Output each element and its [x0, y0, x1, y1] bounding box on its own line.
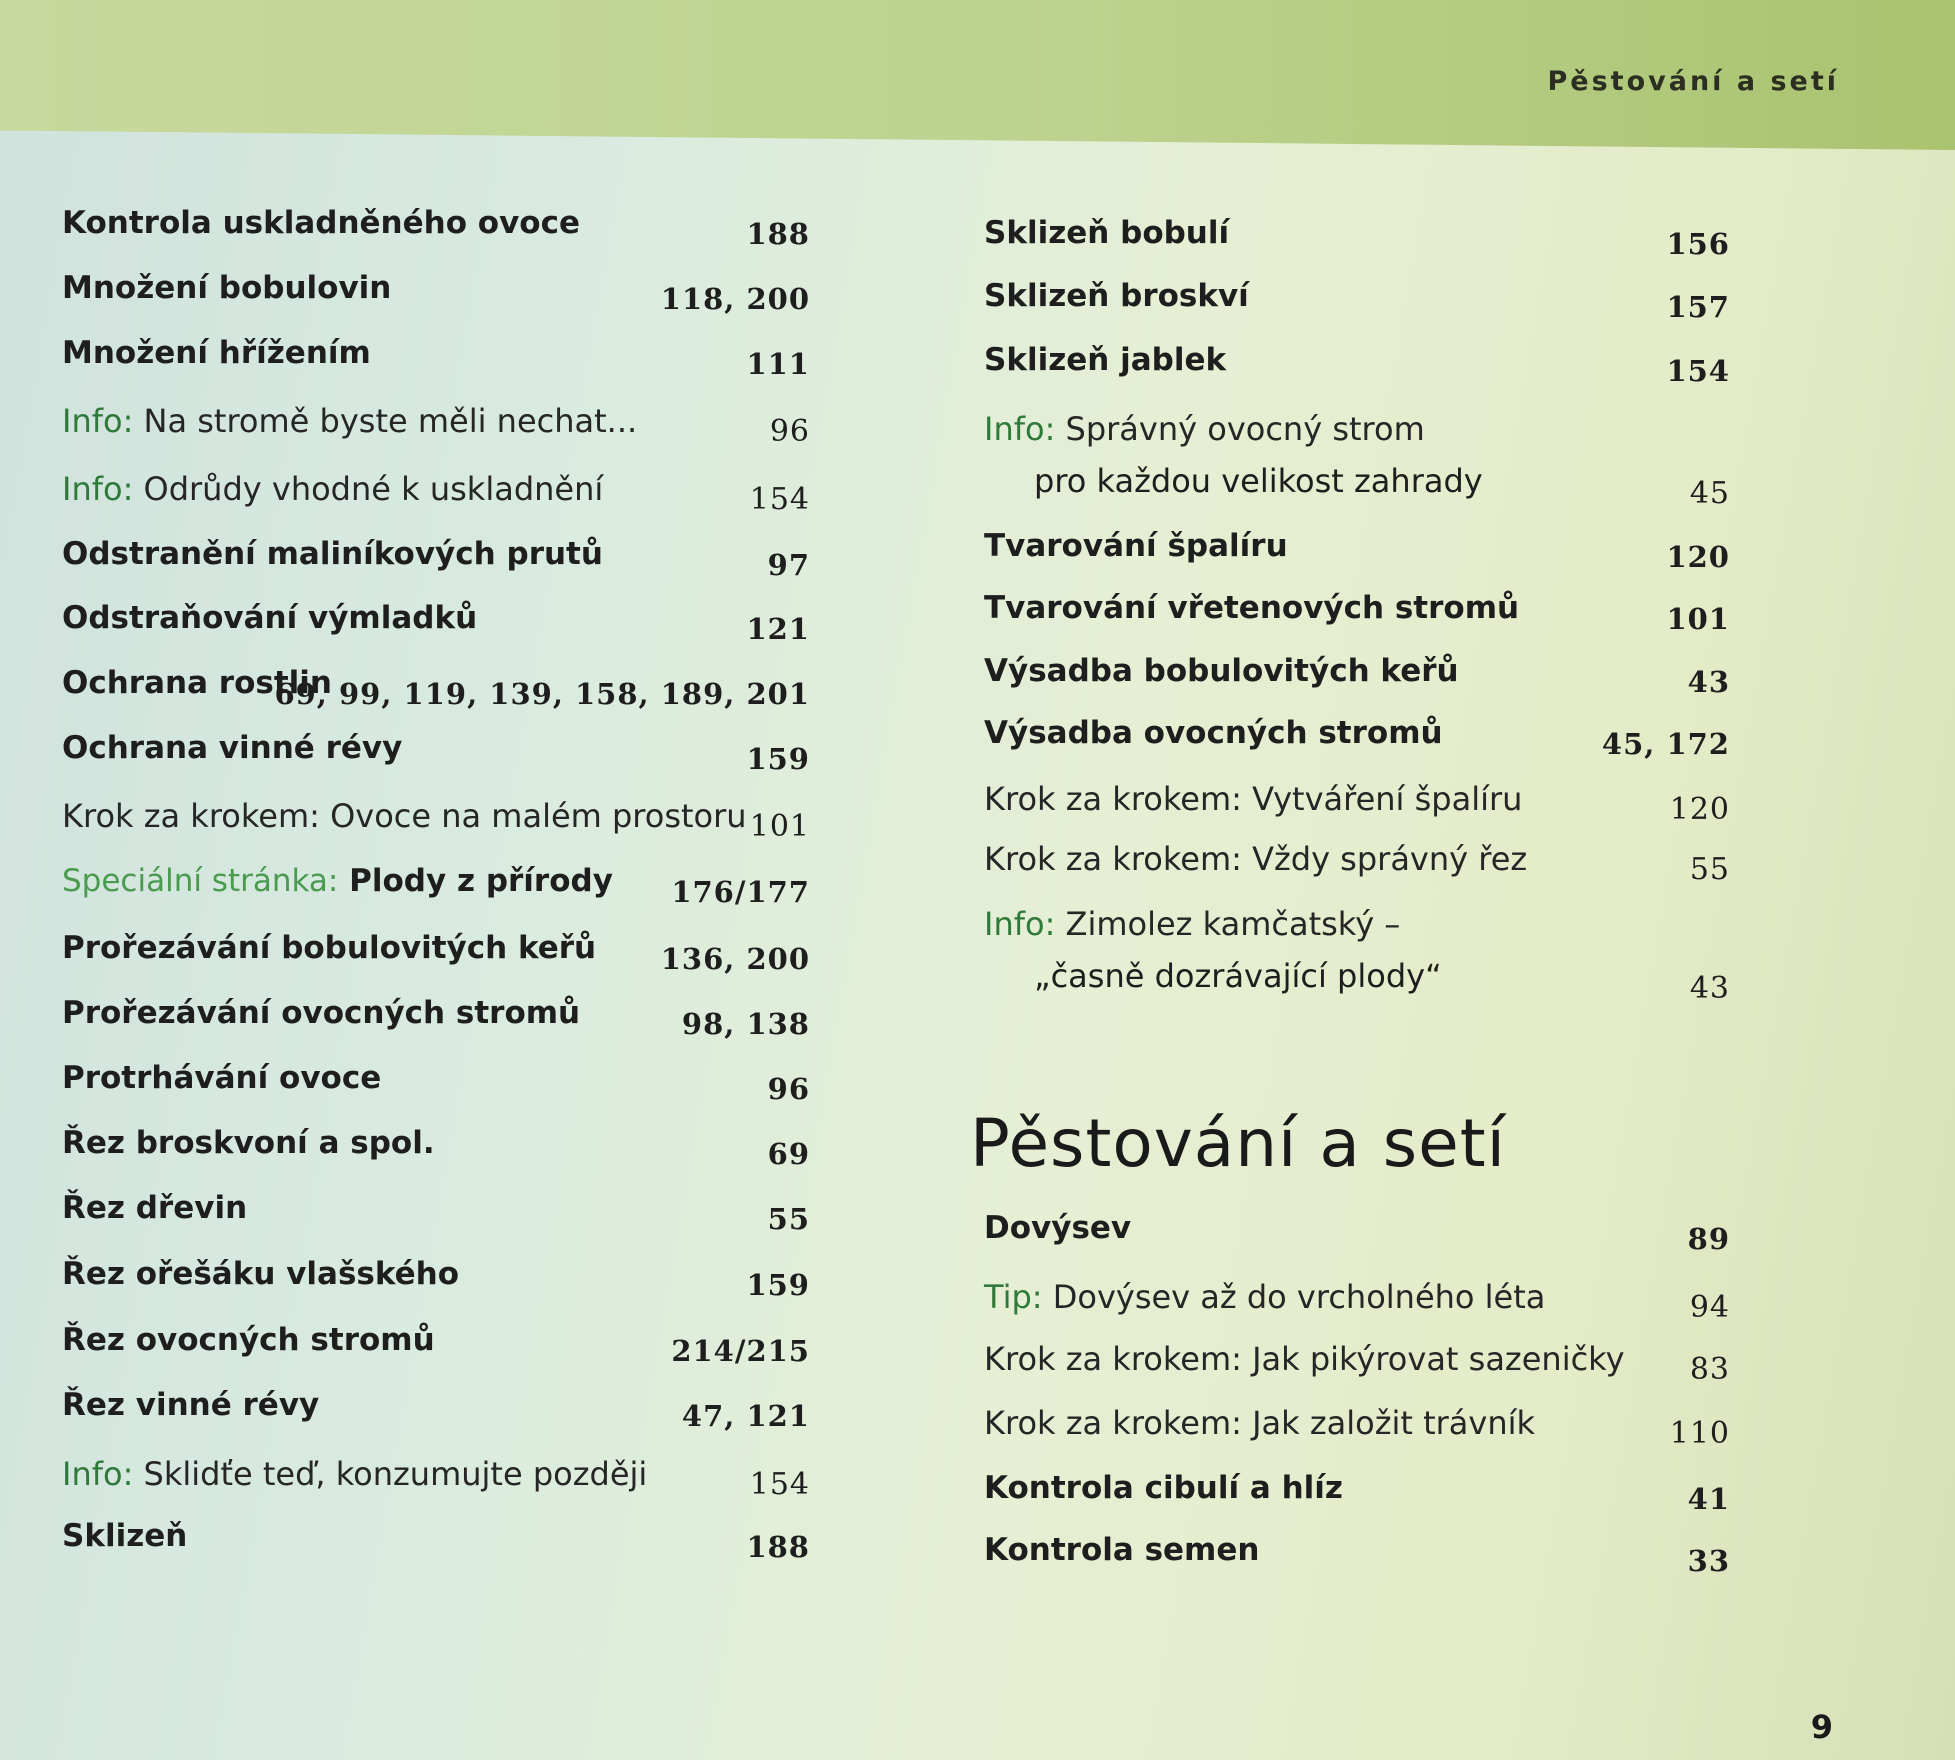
entry-title — [62, 600, 477, 636]
entry-page-reference: 159 — [746, 1268, 810, 1302]
entry-text: Prořezávání ovocných stromů — [62, 995, 581, 1031]
entry-text: Na stromě byste měli nechat... — [143, 402, 638, 440]
entry-text: Kontrola uskladněného ovoce — [62, 205, 581, 241]
entry-page-reference: 94 — [1689, 1290, 1730, 1325]
entry-title — [62, 1455, 647, 1493]
entry-prefix: Info: — [984, 410, 1056, 448]
index-entry — [48, 1322, 810, 1378]
entry-text: Tvarování vřetenových stromů — [984, 590, 1520, 626]
entry-page-reference: 120 — [1669, 792, 1730, 827]
entry-page-reference: 176/177 — [671, 875, 810, 909]
entry-text: Krok za krokem: Jak pikýrovat sazeničky — [984, 1340, 1625, 1378]
entry-text-continued: pro každou velikost zahrady — [1034, 462, 1483, 500]
entry-text: Protrhávání ovoce — [62, 1060, 382, 1096]
entry-title — [984, 1210, 1131, 1246]
index-entry — [970, 1210, 1730, 1266]
index-entry — [48, 205, 810, 261]
entry-page-reference: 41 — [1687, 1482, 1730, 1516]
index-entry — [48, 863, 810, 919]
index-entry — [970, 1470, 1730, 1526]
entry-text: Odstranění maliníkových prutů — [62, 536, 603, 572]
index-entry — [48, 1060, 810, 1116]
entry-text: Kontrola semen — [984, 1532, 1260, 1568]
index-entry — [970, 1340, 1730, 1396]
entry-title — [984, 905, 1400, 943]
entry-title — [984, 1278, 1545, 1316]
index-entry — [48, 335, 810, 391]
entry-page-reference: 188 — [746, 217, 810, 251]
page-number: 9 — [1810, 1708, 1833, 1746]
entry-text: Sklizeň broskví — [984, 278, 1249, 314]
entry-text: Sklidťe teď, konzumujte později — [143, 1455, 648, 1493]
index-entry — [970, 590, 1730, 646]
entry-title — [984, 840, 1527, 878]
entry-prefix: Info: — [984, 905, 1056, 943]
entry-title — [62, 797, 747, 835]
entry-title — [984, 410, 1425, 448]
entry-text: Sklizeň jablek — [984, 342, 1227, 378]
entry-title — [62, 1190, 247, 1226]
running-head: Pěstování a setí — [1547, 66, 1839, 97]
entry-page-reference: 45 — [1689, 476, 1730, 511]
entry-prefix: Tip: — [984, 1278, 1043, 1316]
entry-page-reference: 120 — [1666, 540, 1730, 574]
entry-page-reference: 96 — [769, 414, 810, 449]
entry-page-reference: 98, 138 — [681, 1007, 810, 1041]
entry-title — [984, 715, 1443, 751]
index-entry — [48, 1455, 810, 1511]
entry-text: Řez dřevin — [62, 1190, 248, 1226]
entry-page-reference: 55 — [1689, 852, 1730, 887]
index-entry — [970, 1278, 1730, 1334]
index-entry — [970, 342, 1730, 398]
entry-title — [62, 1256, 459, 1292]
entry-title — [62, 1060, 381, 1096]
entry-page-reference: 110 — [1669, 1416, 1730, 1451]
entry-page-reference: 111 — [746, 347, 810, 381]
entry-text: Krok za krokem: Jak založit trávník — [984, 1404, 1536, 1442]
entry-page-reference: 101 — [749, 809, 810, 844]
index-entry — [970, 528, 1730, 584]
entry-title — [62, 863, 613, 899]
index-entry — [970, 1532, 1730, 1588]
index-entry — [970, 215, 1730, 271]
entry-page-reference: 188 — [746, 1530, 810, 1564]
entry-title — [62, 205, 580, 241]
entry-text: Sklizeň — [62, 1518, 188, 1554]
entry-title — [984, 1532, 1259, 1568]
entry-page-reference: 157 — [1666, 290, 1730, 324]
entry-title — [984, 780, 1522, 818]
index-entry — [48, 402, 810, 458]
entry-title — [62, 1322, 435, 1358]
entry-page-reference: 156 — [1666, 227, 1730, 261]
entry-page-reference: 121 — [746, 612, 810, 646]
entry-page-reference: 69, 99, 119, 139, 158, 189, 201 — [274, 677, 810, 711]
entry-title — [62, 335, 371, 371]
entry-text: Řez vinné révy — [62, 1387, 320, 1423]
entry-text: Řez ovocných stromů — [62, 1322, 435, 1358]
index-entry — [48, 600, 810, 656]
index-entry — [970, 1404, 1730, 1460]
entry-page-reference: 159 — [746, 742, 810, 776]
entry-prefix: Info: — [62, 470, 134, 508]
entry-title — [62, 930, 596, 966]
index-entry — [970, 905, 1730, 1015]
entry-text: Odstraňování výmladků — [62, 600, 478, 636]
entry-title — [62, 270, 391, 306]
entry-text: Řez broskvoní a spol. — [62, 1125, 435, 1161]
index-entry — [48, 797, 810, 853]
index-entry — [48, 1125, 810, 1181]
index-entry — [48, 1190, 810, 1246]
entry-title — [62, 730, 402, 766]
entry-text: Krok za krokem: Vytváření špalíru — [984, 780, 1523, 818]
entry-text: Prořezávání bobulovitých keřů — [62, 930, 597, 966]
entry-page-reference: 45, 172 — [1601, 727, 1730, 761]
entry-title — [984, 215, 1229, 251]
entry-prefix: Speciální stránka: — [62, 863, 339, 899]
entry-text: Množení bobulovin — [62, 270, 392, 306]
entry-title — [62, 1518, 187, 1554]
entry-text: Plody z přírody — [349, 863, 613, 899]
entry-text-continued: „časně dozrávající plody“ — [1034, 957, 1442, 995]
entry-title — [62, 402, 637, 440]
entry-title — [984, 653, 1459, 689]
index-entry — [970, 780, 1730, 836]
entry-page-reference: 43 — [1689, 971, 1730, 1006]
entry-text: Ochrana rostlin — [62, 665, 332, 701]
entry-page-reference: 136, 200 — [660, 942, 810, 976]
entry-title — [984, 590, 1519, 626]
entry-page-reference: 154 — [749, 482, 810, 517]
entry-page-reference: 118, 200 — [660, 282, 810, 316]
index-entry — [970, 715, 1730, 771]
entry-page-reference: 89 — [1687, 1222, 1730, 1256]
index-entry — [48, 1387, 810, 1443]
index-entry — [970, 410, 1730, 520]
entry-title — [984, 1404, 1535, 1442]
index-entry — [970, 653, 1730, 709]
entry-text: Dovýsev — [984, 1210, 1132, 1246]
index-entry — [48, 730, 810, 786]
index-entry — [970, 278, 1730, 334]
entry-title — [62, 1125, 435, 1161]
index-entry — [48, 1256, 810, 1312]
index-entry — [48, 995, 810, 1051]
entry-text: Zimolez kamčatský – — [1065, 905, 1401, 943]
entry-title — [984, 1470, 1343, 1506]
index-entry — [48, 665, 810, 721]
entry-text: Řez ořešáku vlašského — [62, 1256, 460, 1292]
entry-page-reference: 154 — [749, 1467, 810, 1502]
entry-page-reference: 154 — [1666, 354, 1730, 388]
entry-text: Kontrola cibulí a hlíz — [984, 1470, 1343, 1506]
entry-title — [984, 1340, 1625, 1378]
index-entry — [48, 536, 810, 592]
entry-text: Ochrana vinné révy — [62, 730, 403, 766]
entry-text: Výsadba ovocných stromů — [984, 715, 1443, 751]
entry-page-reference: 43 — [1687, 665, 1730, 699]
entry-title — [62, 536, 603, 572]
entry-page-reference: 214/215 — [671, 1334, 810, 1368]
entry-text: Množení hřížením — [62, 335, 371, 371]
entry-page-reference: 96 — [767, 1072, 810, 1106]
index-entry — [48, 1518, 810, 1574]
entry-prefix: Info: — [62, 1455, 134, 1493]
entry-text: Tvarování špalíru — [984, 528, 1288, 564]
entry-page-reference: 47, 121 — [681, 1399, 810, 1433]
index-entry — [48, 930, 810, 986]
entry-title — [62, 1387, 319, 1423]
entry-page-reference: 69 — [767, 1137, 810, 1171]
entry-title — [984, 342, 1226, 378]
entry-text: Sklizeň bobulí — [984, 215, 1230, 251]
entry-page-reference: 55 — [767, 1202, 810, 1236]
entry-text: Krok za krokem: Vždy správný řez — [984, 840, 1528, 878]
entry-prefix: Info: — [62, 402, 134, 440]
entry-text: Krok za krokem: Ovoce na malém prostoru — [62, 797, 747, 835]
index-entry — [970, 840, 1730, 896]
entry-text: Odrůdy vhodné k uskladnění — [143, 470, 604, 508]
entry-title — [62, 470, 603, 508]
entry-text: Správný ovocný strom — [1065, 410, 1425, 448]
entry-page-reference: 83 — [1689, 1352, 1730, 1387]
entry-title — [62, 995, 580, 1031]
index-entry — [48, 270, 810, 326]
entry-page-reference: 33 — [1687, 1544, 1730, 1578]
entry-text: Výsadba bobulovitých keřů — [984, 653, 1459, 689]
entry-title — [984, 528, 1288, 564]
entry-page-reference: 101 — [1666, 602, 1730, 636]
entry-title — [984, 278, 1249, 314]
entry-page-reference: 97 — [767, 548, 810, 582]
section-heading: Pěstování a setí — [970, 1105, 1506, 1182]
index-entry — [48, 470, 810, 526]
entry-text: Dovýsev až do vrcholného léta — [1052, 1278, 1546, 1316]
